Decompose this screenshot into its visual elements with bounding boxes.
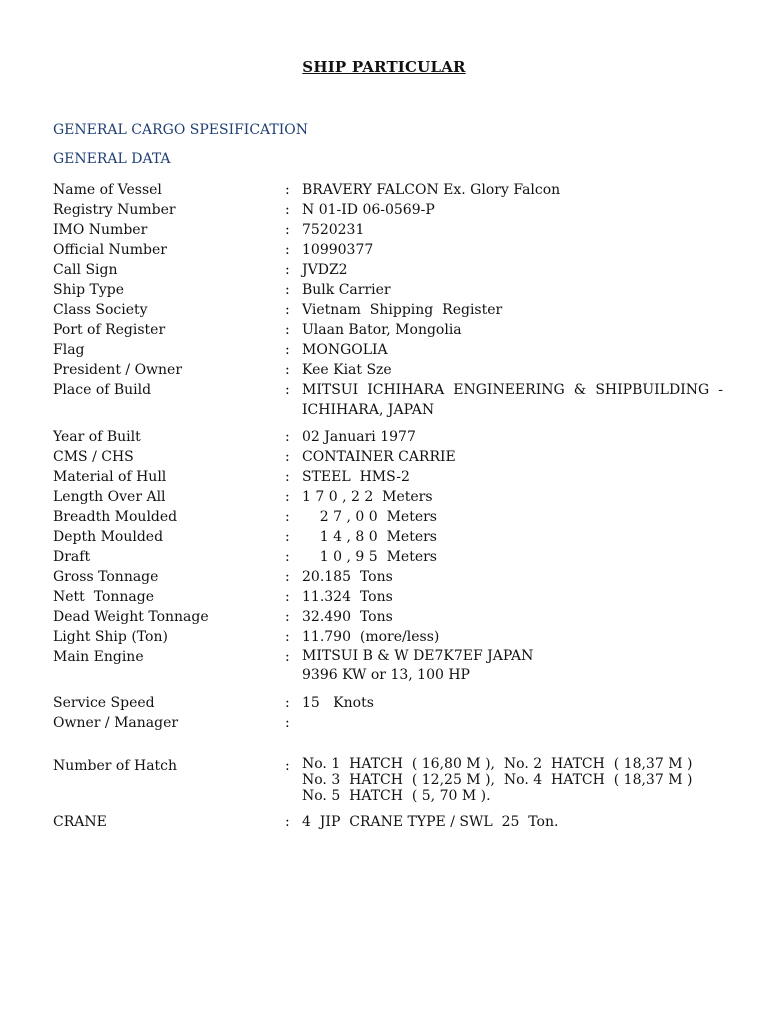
row-name-of-vessel (53, 180, 723, 200)
row-label: Main Engine (53, 649, 144, 665)
row-colon: : (285, 629, 290, 645)
row-registry-number (53, 200, 723, 220)
row-colon: : (285, 242, 290, 258)
row-dead-weight-tonnage (53, 607, 723, 627)
row-label: Flag (53, 342, 85, 358)
row-label: Name of Vessel (53, 182, 162, 198)
row-colon: : (285, 202, 290, 218)
row-label: Service Speed (53, 695, 155, 711)
row-value: 15 Knots (302, 695, 374, 711)
row-label: CRANE (53, 814, 107, 830)
row-value: MONGOLIA (302, 342, 388, 358)
row-colon: : (285, 609, 290, 625)
row-colon: : (285, 695, 290, 711)
row-colon: : (285, 282, 290, 298)
row-label: Depth Moulded (53, 529, 164, 545)
row-value: STEEL HMS-2 (302, 469, 410, 485)
row-label: Light Ship (Ton) (53, 629, 168, 645)
row-label: Ship Type (53, 282, 124, 298)
row-year-of-built (53, 427, 723, 447)
row-value-line: MITSUI B & W DE7K7EF JAPAN (302, 648, 534, 664)
row-colon: : (285, 549, 290, 565)
row-colon: : (285, 182, 290, 198)
row-colon: : (285, 509, 290, 525)
row-colon: : (285, 649, 290, 665)
row-gross-tonnage (53, 567, 723, 587)
row-label: IMO Number (53, 222, 148, 238)
particulars-list (53, 180, 723, 832)
section-heading-general-data: GENERAL DATA (53, 151, 171, 167)
row-value: 32.490 Tons (302, 609, 393, 625)
row-value-line: No. 5 HATCH ( 5, 70 M ). (302, 788, 491, 804)
row-value: Kee Kiat Sze (302, 362, 392, 378)
row-colon: : (285, 758, 290, 774)
row-value: 20.185 Tons (302, 569, 393, 585)
row-label: Material of Hull (53, 469, 167, 485)
row-value: 11.790 (more/less) (302, 629, 440, 645)
row-label: Owner / Manager (53, 715, 179, 731)
row-light-ship (53, 627, 723, 647)
row-label: Gross Tonnage (53, 569, 159, 585)
row-value: 02 Januari 1977 (302, 429, 416, 445)
row-value: 10990377 (302, 242, 374, 258)
row-colon: : (285, 715, 290, 731)
row-port-of-register (53, 320, 723, 340)
row-label: Call Sign (53, 262, 118, 278)
page-title: SHIP PARTICULAR (302, 58, 466, 76)
row-call-sign (53, 260, 723, 280)
row-value: BRAVERY FALCON Ex. Glory Falcon (302, 182, 561, 198)
row-label: Registry Number (53, 202, 176, 218)
row-colon: : (285, 302, 290, 318)
row-value: MITSUI ICHIHARA ENGINEERING & SHIPBUILDING - ICHIHARA, JAPAN (302, 382, 723, 418)
row-place-of-build (53, 380, 723, 420)
row-value (302, 713, 723, 733)
row-length-over-all (53, 487, 723, 507)
row-label: Length Over All (53, 489, 166, 505)
row-flag (53, 340, 723, 360)
row-label: CMS / CHS (53, 449, 134, 465)
row-colon: : (285, 262, 290, 278)
row-value: 11.324 Tons (302, 589, 393, 605)
row-material-of-hull (53, 467, 723, 487)
row-crane (53, 812, 723, 832)
row-label: Dead Weight Tonnage (53, 609, 209, 625)
row-value: CONTAINER CARRIE (302, 449, 456, 465)
row-nett-tonnage (53, 587, 723, 607)
row-value: 1 0 , 9 5 Meters (302, 549, 437, 565)
row-label: Class Society (53, 302, 148, 318)
row-colon: : (285, 362, 290, 378)
row-breadth-moulded (53, 507, 723, 527)
row-official-number (53, 240, 723, 260)
row-value-line: 9396 KW or 13, 100 HP (302, 667, 470, 683)
row-value: Ulaan Bator, Mongolia (302, 322, 462, 338)
row-colon: : (285, 589, 290, 605)
row-colon: : (285, 222, 290, 238)
row-label: Place of Build (53, 382, 152, 398)
row-colon: : (285, 342, 290, 358)
row-label: President / Owner (53, 362, 183, 378)
row-value: N 01-ID 06-0569-P (302, 202, 435, 218)
row-value (302, 756, 723, 804)
row-value: 4 JIP CRANE TYPE / SWL 25 Ton. (302, 814, 559, 830)
row-main-engine (53, 647, 723, 685)
row-colon: : (285, 489, 290, 505)
row-value: JVDZ2 (302, 262, 348, 278)
row-value-line: No. 3 HATCH ( 12,25 M ), No. 4 HATCH ( 18,37 M ) (302, 772, 693, 788)
row-number-of-hatch (53, 756, 723, 804)
row-depth-moulded (53, 527, 723, 547)
row-cms-chs (53, 447, 723, 467)
row-value: 1 7 0 , 2 2 Meters (302, 489, 433, 505)
row-colon: : (285, 814, 290, 830)
row-value: 1 4 , 8 0 Meters (302, 529, 437, 545)
row-colon: : (285, 529, 290, 545)
row-colon: : (285, 469, 290, 485)
row-colon: : (285, 382, 290, 398)
row-label: Year of Built (53, 429, 141, 445)
row-value: 7520231 (302, 222, 365, 238)
row-value-line: No. 1 HATCH ( 16,80 M ), No. 2 HATCH ( 18,37 M ) (302, 756, 693, 772)
row-label: Nett Tonnage (53, 589, 154, 605)
row-owner-manager (53, 713, 723, 733)
row-label: Official Number (53, 242, 167, 258)
row-colon: : (285, 569, 290, 585)
row-ship-type (53, 280, 723, 300)
row-colon: : (285, 429, 290, 445)
row-imo-number (53, 220, 723, 240)
section-heading-cargo-specification: GENERAL CARGO SPESIFICATION (53, 122, 308, 138)
row-class-society (53, 300, 723, 320)
row-colon: : (285, 322, 290, 338)
row-label: Draft (53, 549, 91, 565)
row-draft (53, 547, 723, 567)
row-value (302, 647, 723, 685)
row-colon: : (285, 449, 290, 465)
row-label: Port of Register (53, 322, 166, 338)
row-value: 2 7 , 0 0 Meters (302, 509, 437, 525)
row-value: Vietnam Shipping Register (302, 302, 503, 318)
row-service-speed (53, 693, 723, 713)
row-president-owner (53, 360, 723, 380)
row-label: Breadth Moulded (53, 509, 178, 525)
row-value: Bulk Carrier (302, 282, 391, 298)
row-label: Number of Hatch (53, 758, 178, 774)
